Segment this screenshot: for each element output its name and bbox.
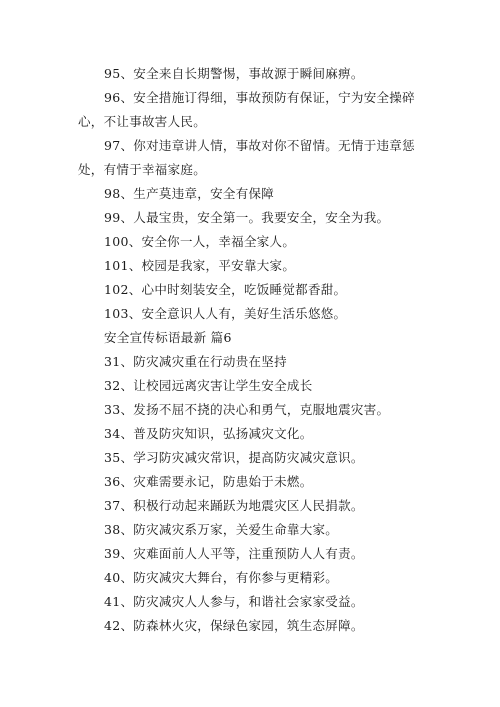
slogan-95: 95、安全来自长期警惕，事故源于瞬间麻痹。: [104, 66, 364, 81]
section-heading: 安全宣传标语最新 篇6: [104, 330, 232, 345]
slogan-100: 100、安全你一人，幸福全家人。: [104, 234, 296, 249]
slogan-33: 33、发扬不屈不挠的决心和勇气，克服地震灾害。: [104, 402, 390, 417]
slogan-38: 38、防灾减灾系万家，关爱生命靠大家。: [104, 522, 339, 537]
slogan-97: 97、你对违章讲人情，事故对你不留情。无情于违章惩: [104, 138, 415, 153]
slogan-40: 40、防灾减灾大舞台，有你参与更精彩。: [104, 570, 339, 585]
slogan-42: 42、防森林火灾，保绿色家园，筑生态屏障。: [104, 618, 364, 633]
slogan-98: 98、生产莫违章，安全有保障: [104, 186, 275, 201]
slogan-34: 34、普及防灾知识，弘扬减灾文化。: [104, 426, 313, 441]
slogan-36: 36、灾难需要永记，防患始于未燃。: [104, 474, 313, 489]
slogan-35: 35、学习防灾减灾常识，提高防灾减灾意识。: [104, 450, 364, 465]
slogan-103: 103、安全意识人人有，美好生活乐悠悠。: [104, 306, 347, 321]
slogan-39: 39、灾难面前人人平等，注重预防人人有责。: [104, 546, 364, 561]
slogan-31: 31、防灾减灾重在行动贵在坚持: [104, 354, 287, 369]
slogan-96-continued: 心，不让事故害人民。: [78, 114, 207, 129]
slogan-41: 41、防灾减灾人人参与，和谐社会家家受益。: [104, 594, 364, 609]
slogan-101: 101、校园是我家，平安靠大家。: [104, 258, 296, 273]
slogan-97-continued: 处，有情于幸福家庭。: [78, 162, 207, 177]
slogan-96: 96、安全措施订得细，事故预防有保证，宁为安全操碎: [104, 90, 415, 105]
slogan-37: 37、积极行动起来踊跃为地震灾区人民捐款。: [104, 498, 364, 513]
slogan-102: 102、心中时刻装安全，吃饭睡觉都香甜。: [104, 282, 347, 297]
document-body: [0, 62, 500, 638]
slogan-32: 32、让校园远离灾害让学生安全成长: [104, 378, 313, 393]
slogan-99: 99、人最宝贵，安全第一。我要安全，安全为我。: [104, 210, 390, 225]
